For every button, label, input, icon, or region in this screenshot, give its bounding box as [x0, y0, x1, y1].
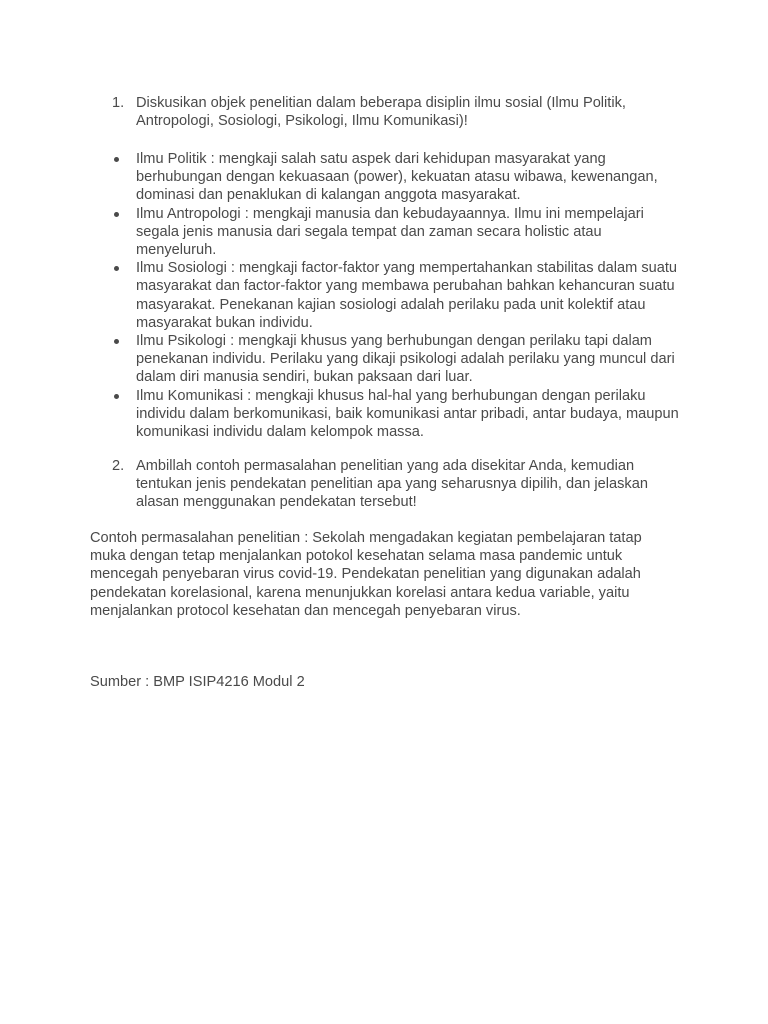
discipline-list — [112, 150, 682, 441]
bullet-icon — [114, 394, 119, 399]
list-item — [112, 205, 682, 260]
bullet-icon — [114, 339, 119, 344]
list-item — [112, 150, 682, 205]
list-item-text: Ilmu Komunikasi : mengkaji khusus hal-hal yang berhubungan dengan perilaku individu dalam berkomunikasi, baik komunikasi antar pribadi, antar budaya, maupun komunikasi individu dalam kelompok massa. — [136, 387, 679, 441]
question-1-text: Diskusikan objek penelitian dalam beberapa disiplin ilmu sosial (Ilmu Politik, Antropologi, Sosiologi, Psikologi, Ilmu Komunikasi)! — [136, 95, 626, 130]
list-item — [112, 387, 682, 442]
bullet-icon — [114, 266, 119, 271]
list-item — [112, 259, 682, 332]
list-item-text: Ilmu Sosiologi : mengkaji factor-faktor yang mempertahankan stabilitas dalam suatu masyarakat dan factor-faktor yang membawa perubahan bahkan kehancuran suatu masyarakat. Penekanan kajian sosiologi adalah perilaku pada unit kolektif atau masyarakat bukan individu. — [136, 260, 678, 331]
list-item-text: Ilmu Politik : mengkaji salah satu aspek dari kehidupan masyarakat yang berhubungan dengan kekuasaan (power), kekuatan atasu wibawa, kewenangan, dominasi dan penaklukan di kalangan anggota masyarakat. — [136, 151, 658, 204]
bullet-icon — [114, 212, 119, 217]
list-item-text: Ilmu Antropologi : mengkaji manusia dan kebudayaannya. Ilmu ini mempelajari segala jenis manusia dari segala tempat dan zaman secara holistic atau menyeluruh. — [136, 205, 644, 259]
question-2 — [112, 457, 682, 512]
question-2-number: 2. — [112, 458, 125, 474]
question-2-text: Ambillah contoh permasalahan penelitian yang ada disekitar Anda, kemudian tentukan jenis pendekatan penelitian apa yang seharusnya dipilih, dan jelaskan alasan menggunakan pendekatan tersebut! — [136, 458, 648, 511]
question-1 — [112, 94, 682, 130]
list-item — [112, 332, 682, 387]
answer-2-paragraph: Contoh permasalahan penelitian : Sekolah mengadakan kegiatan pembelajaran tatap muka dengan tetap menjalankan potokol kesehatan selama masa pandemic untuk mencegah penyebaran virus covid-19. Pendekatan penelitian yang digunakan adalah pendekatan korelasional, karena menunjukkan korelasi antara kedua variable, yaitu menjalankan protocol kesehatan dan mencegah penyebaran virus. — [90, 530, 642, 619]
bullet-icon — [114, 157, 119, 162]
source-line: Sumber : BMP ISIP4216 Modul 2 — [90, 674, 305, 690]
question-1-number: 1. — [112, 95, 125, 111]
list-item-text: Ilmu Psikologi : mengkaji khusus yang berhubungan dengan perilaku tapi dalam penekanan individu. Perilaku yang dikaji psikologi adalah perilaku yang muncul dari dalam diri manusia sendiri, bukan paksaan dari luar. — [136, 333, 675, 386]
